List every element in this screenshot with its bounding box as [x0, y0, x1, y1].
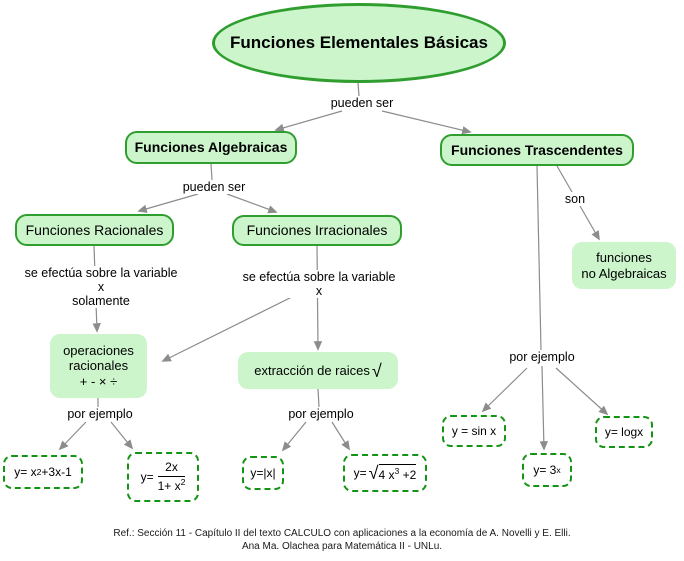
operaciones-operators: + - × ÷	[79, 373, 118, 389]
sqrt-expr-post: +2	[399, 467, 417, 482]
exp-base: y= 3	[533, 462, 557, 477]
link-son: son	[557, 192, 593, 206]
sqrt-expression	[379, 464, 417, 482]
reference-text	[0, 527, 684, 553]
link-se-efectua-2: se efectúa sobre la variable x	[236, 270, 402, 298]
sqrt-pre: y=	[353, 465, 367, 480]
sqrt-expr-sup: 3	[394, 465, 400, 476]
fraction-denominator	[158, 477, 186, 493]
link-se-efectua-line2: solamente	[72, 294, 130, 308]
irracionales-label: Funciones Irracionales	[246, 222, 388, 239]
log-label: y= logx	[604, 424, 644, 439]
fraction-pre: y=	[140, 469, 154, 484]
irracionales-node[interactable]	[232, 215, 402, 246]
sqrt-radical-icon: √	[368, 463, 379, 484]
poly-sup: 2	[36, 466, 42, 477]
root-node[interactable]	[212, 3, 506, 83]
no-algebraicas-node[interactable]	[572, 242, 676, 289]
fraction-numerator: 2x	[158, 461, 186, 476]
no-algebraicas-line1: funciones	[596, 249, 652, 265]
racionales-label: Funciones Racionales	[25, 221, 164, 238]
racionales-node[interactable]	[15, 214, 174, 246]
fraction-den-base: 1+ x	[157, 478, 181, 493]
sin-label: y = sin x	[451, 423, 497, 438]
trascendentes-node[interactable]	[440, 134, 634, 166]
link-pueden-ser-2: pueden ser	[177, 180, 251, 194]
example-polynomial[interactable]	[3, 455, 83, 489]
reference-line1: Ref.: Sección 11 - Capítulo II del texto CALCULO con aplicaciones a la economía de A. Novelli y E. Elli.	[113, 528, 571, 539]
link-por-ejemplo-2: por ejemplo	[284, 407, 358, 421]
algebraicas-node[interactable]	[125, 131, 297, 164]
link-por-ejemplo-3: por ejemplo	[505, 350, 579, 364]
poly-pre: y= x	[14, 464, 37, 479]
extraccion-node[interactable]	[238, 352, 398, 389]
example-logarithm[interactable]	[595, 416, 653, 448]
sqrt-expr-base: 4 x	[378, 467, 395, 482]
no-algebraicas-line2: no Algebraicas	[581, 265, 667, 281]
example-sqrt[interactable]	[343, 454, 427, 492]
fraction-den-sup: 2	[180, 476, 186, 487]
example-absolute-value[interactable]	[242, 456, 284, 490]
reference-line2: Ana Ma. Olachea para Matemática II - UNLu.	[241, 541, 443, 552]
radical-icon: √	[371, 360, 382, 381]
exp-sup: x	[556, 464, 561, 475]
fraction-stack	[158, 461, 186, 492]
example-fraction[interactable]	[127, 452, 199, 502]
link-pueden-ser-1: pueden ser	[325, 96, 399, 110]
poly-post: +3x-1	[41, 464, 72, 479]
operaciones-node[interactable]	[50, 334, 147, 398]
abs-label: y=|x|	[250, 465, 276, 480]
root-label: Funciones Elementales Básicas	[230, 32, 488, 52]
example-exponential[interactable]	[522, 453, 572, 487]
link-se-efectua-solamente	[18, 266, 184, 308]
operaciones-line1: operaciones	[63, 342, 134, 358]
trascendentes-label: Funciones Trascendentes	[451, 141, 623, 158]
example-sine[interactable]	[442, 415, 506, 447]
link-se-efectua-line1: se efectúa sobre la variable x	[24, 266, 178, 294]
extraccion-label: extracción de raices	[254, 362, 370, 378]
operaciones-line2: racionales	[68, 358, 129, 374]
link-por-ejemplo-1: por ejemplo	[63, 407, 137, 421]
algebraicas-label: Funciones Algebraicas	[134, 139, 288, 156]
